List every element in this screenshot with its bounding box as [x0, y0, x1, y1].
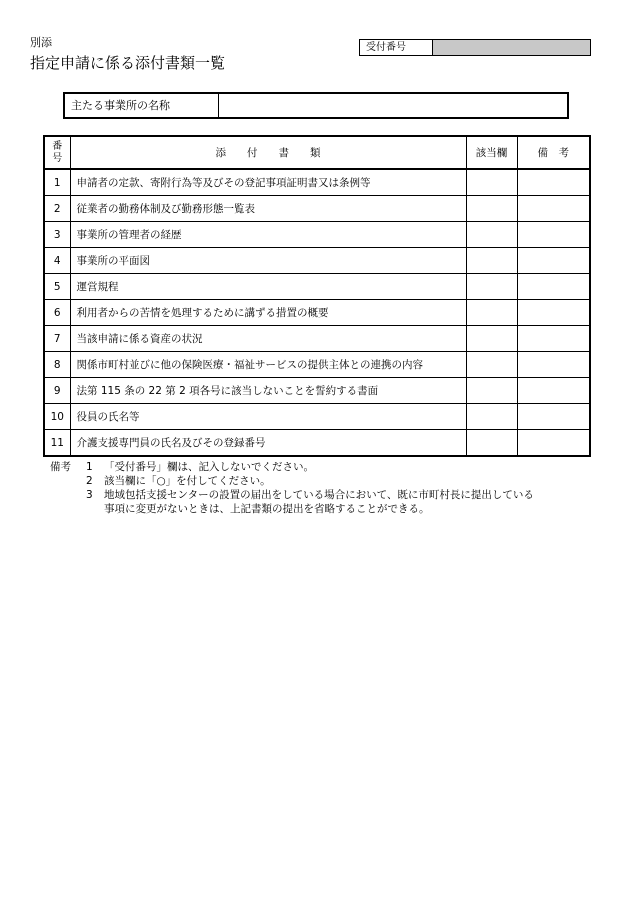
receipt-number-box [359, 39, 591, 56]
table-row [44, 222, 590, 248]
table-row [44, 248, 590, 274]
document-title: 利用者からの苦情を処理するために講ずる措置の概要 [70, 300, 466, 326]
remark-note-text: 「受付番号」欄は、記入しないでください。 [104, 461, 314, 473]
remarks-cell[interactable] [517, 169, 590, 196]
remarks-cell[interactable] [517, 352, 590, 378]
attachment-table [43, 135, 591, 457]
row-number: 11 [44, 430, 70, 457]
table-header-row [44, 136, 590, 169]
row-number: 4 [44, 248, 70, 274]
remark-note-text: 該当欄に「○」を付してください。 [104, 475, 271, 487]
appendix-label: 別添 [30, 36, 52, 49]
table-row [44, 326, 590, 352]
remarks-cell[interactable] [517, 378, 590, 404]
remarks-cell[interactable] [517, 326, 590, 352]
applicable-cell[interactable] [466, 352, 517, 378]
receipt-number-label: 受付番号 [360, 40, 433, 55]
document-title: 申請者の定款、寄附行為等及びその登記事項証明書又は条例等 [70, 169, 466, 196]
remarks-cell[interactable] [517, 300, 590, 326]
row-number: 3 [44, 222, 70, 248]
table-row [44, 404, 590, 430]
applicable-cell[interactable] [466, 300, 517, 326]
document-title: 運営規程 [70, 274, 466, 300]
remarks-cell[interactable] [517, 404, 590, 430]
table-row [44, 300, 590, 326]
remarks-heading: 備考 [50, 461, 71, 473]
column-header-document: 添 付 書 類 [70, 136, 466, 169]
document-title: 役員の氏名等 [70, 404, 466, 430]
remarks-cell[interactable] [517, 196, 590, 222]
document-title: 当該申請に係る資産の状況 [70, 326, 466, 352]
remark-note-text: 地域包括支援センターの設置の届出をしている場合において、既に市町村長に提出している [104, 489, 534, 501]
main-office-name-label: 主たる事業所の名称 [65, 94, 219, 117]
column-header-remarks: 備 考 [517, 136, 590, 169]
table-row [44, 352, 590, 378]
applicable-cell[interactable] [466, 222, 517, 248]
table-row [44, 378, 590, 404]
applicable-cell[interactable] [466, 326, 517, 352]
remark-note-number: 1 [86, 461, 93, 473]
row-number: 2 [44, 196, 70, 222]
applicable-cell[interactable] [466, 169, 517, 196]
applicable-cell[interactable] [466, 404, 517, 430]
row-number: 5 [44, 274, 70, 300]
table-row [44, 169, 590, 196]
document-title: 事業所の管理者の経歴 [70, 222, 466, 248]
row-number: 1 [44, 169, 70, 196]
applicable-cell[interactable] [466, 196, 517, 222]
document-title: 従業者の勤務体制及び勤務形態一覧表 [70, 196, 466, 222]
page-title: 指定申請に係る添付書類一覧 [30, 54, 226, 72]
row-number: 7 [44, 326, 70, 352]
row-number: 6 [44, 300, 70, 326]
applicable-cell[interactable] [466, 274, 517, 300]
remark-note-number: 3 [86, 489, 93, 501]
applicable-cell[interactable] [466, 378, 517, 404]
main-office-name-box [63, 92, 569, 119]
column-header-number: 番 号 [44, 136, 70, 169]
row-number: 10 [44, 404, 70, 430]
main-office-name-field[interactable] [219, 94, 567, 117]
column-header-applicable: 該当欄 [466, 136, 517, 169]
table-row [44, 274, 590, 300]
remarks-cell[interactable] [517, 222, 590, 248]
remark-note-number: 2 [86, 475, 93, 487]
table-row [44, 196, 590, 222]
remarks-cell[interactable] [517, 430, 590, 457]
remarks-cell[interactable] [517, 248, 590, 274]
document-title: 事業所の平面図 [70, 248, 466, 274]
document-title: 法第 115 条の 22 第 2 項各号に該当しないことを誓約する書面 [70, 378, 466, 404]
document-title: 介護支援専門員の氏名及びその登録番号 [70, 430, 466, 457]
row-number: 8 [44, 352, 70, 378]
applicable-cell[interactable] [466, 248, 517, 274]
applicable-cell[interactable] [466, 430, 517, 457]
receipt-number-field[interactable] [433, 40, 590, 55]
document-title: 関係市町村並びに他の保険医療・福祉サービスの提供主体との連携の内容 [70, 352, 466, 378]
remarks-cell[interactable] [517, 274, 590, 300]
row-number: 9 [44, 378, 70, 404]
remark-note-text: 事項に変更がないときは、上記書類の提出を省略することができる。 [104, 503, 430, 515]
table-row [44, 430, 590, 457]
